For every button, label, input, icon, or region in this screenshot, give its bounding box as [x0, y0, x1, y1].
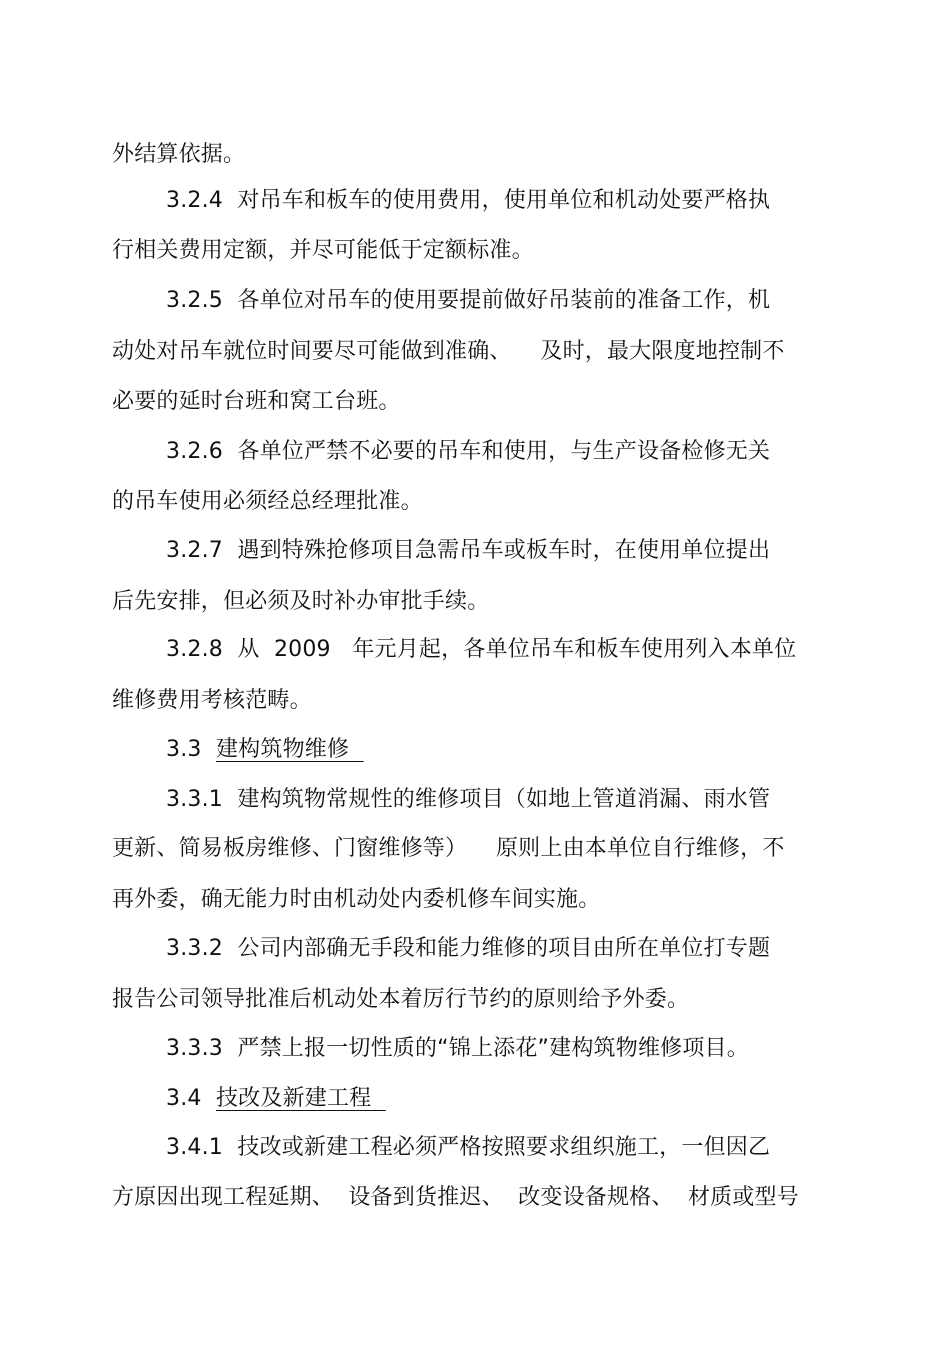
clause-3-3-3-line-1: 3.3.3 严禁上报一切性质的“锦上添花”建构筑物维修项目。	[166, 1036, 749, 1061]
clause-3-3-1-line-3: 再外委，确无能力时由机动处内委机修车间实施。	[112, 887, 601, 912]
text-line-1: 外结算依据。	[112, 142, 246, 167]
clause-3-4-1-line-1: 3.4.1 技改或新建工程必须严格按照要求组织施工，一但因乙	[166, 1135, 771, 1160]
clause-3-2-5-line-3: 必要的延时台班和窝工台班。	[112, 389, 401, 414]
section-title: 技改及新建工程	[215, 1086, 386, 1111]
clause-3-2-8-line-2: 维修费用考核范畴。	[112, 688, 312, 713]
clause-3-2-7-line-2: 后先安排，但必须及时补办审批手续。	[112, 589, 490, 614]
clause-3-2-6-line-1: 3.2.6 各单位严禁不必要的吊车和使用，与生产设备检修无关	[166, 439, 771, 464]
clause-3-3-1-line-2: 更新、简易板房维修、门窗维修等） 原则上由本单位自行维修，不	[112, 836, 785, 861]
clause-3-2-5-line-1: 3.2.5 各单位对吊车的使用要提前做好吊装前的准备工作，机	[166, 288, 771, 313]
clause-3-2-6-line-2: 的吊车使用必须经总经理批准。	[112, 489, 423, 514]
clause-3-2-8-line-1: 3.2.8 从 2009 年元月起，各单位吊车和板车使用列入本单位	[166, 637, 797, 662]
section-3-3-heading	[166, 735, 364, 765]
clause-3-3-1-line-1: 3.3.1 建构筑物常规性的维修项目（如地上管道消漏、雨水管	[166, 787, 771, 812]
section-title: 建构筑物维修	[215, 737, 364, 762]
clause-3-2-4-line-2: 行相关费用定额，并尽可能低于定额标准。	[112, 238, 534, 263]
section-number: 3.3	[166, 737, 216, 762]
section-3-4-heading	[166, 1084, 386, 1114]
clause-3-2-5-line-2: 动处对吊车就位时间要尽可能做到准确、 及时，最大限度地控制不	[112, 339, 785, 364]
clause-3-2-4-line-1: 3.2.4 对吊车和板车的使用费用，使用单位和机动处要严格执	[166, 188, 771, 213]
section-number: 3.4	[166, 1086, 216, 1111]
clause-3-3-2-line-1: 3.3.2 公司内部确无手段和能力维修的项目由所在单位打专题	[166, 936, 771, 961]
clause-3-4-1-line-2: 方原因出现工程延期、 设备到货推迟、 改变设备规格、 材质或型号	[112, 1185, 799, 1210]
clause-3-2-7-line-1: 3.2.7 遇到特殊抢修项目急需吊车或板车时，在使用单位提出	[166, 538, 771, 563]
clause-3-3-2-line-2: 报告公司领导批准后机动处本着厉行节约的原则给予外委。	[112, 987, 690, 1012]
